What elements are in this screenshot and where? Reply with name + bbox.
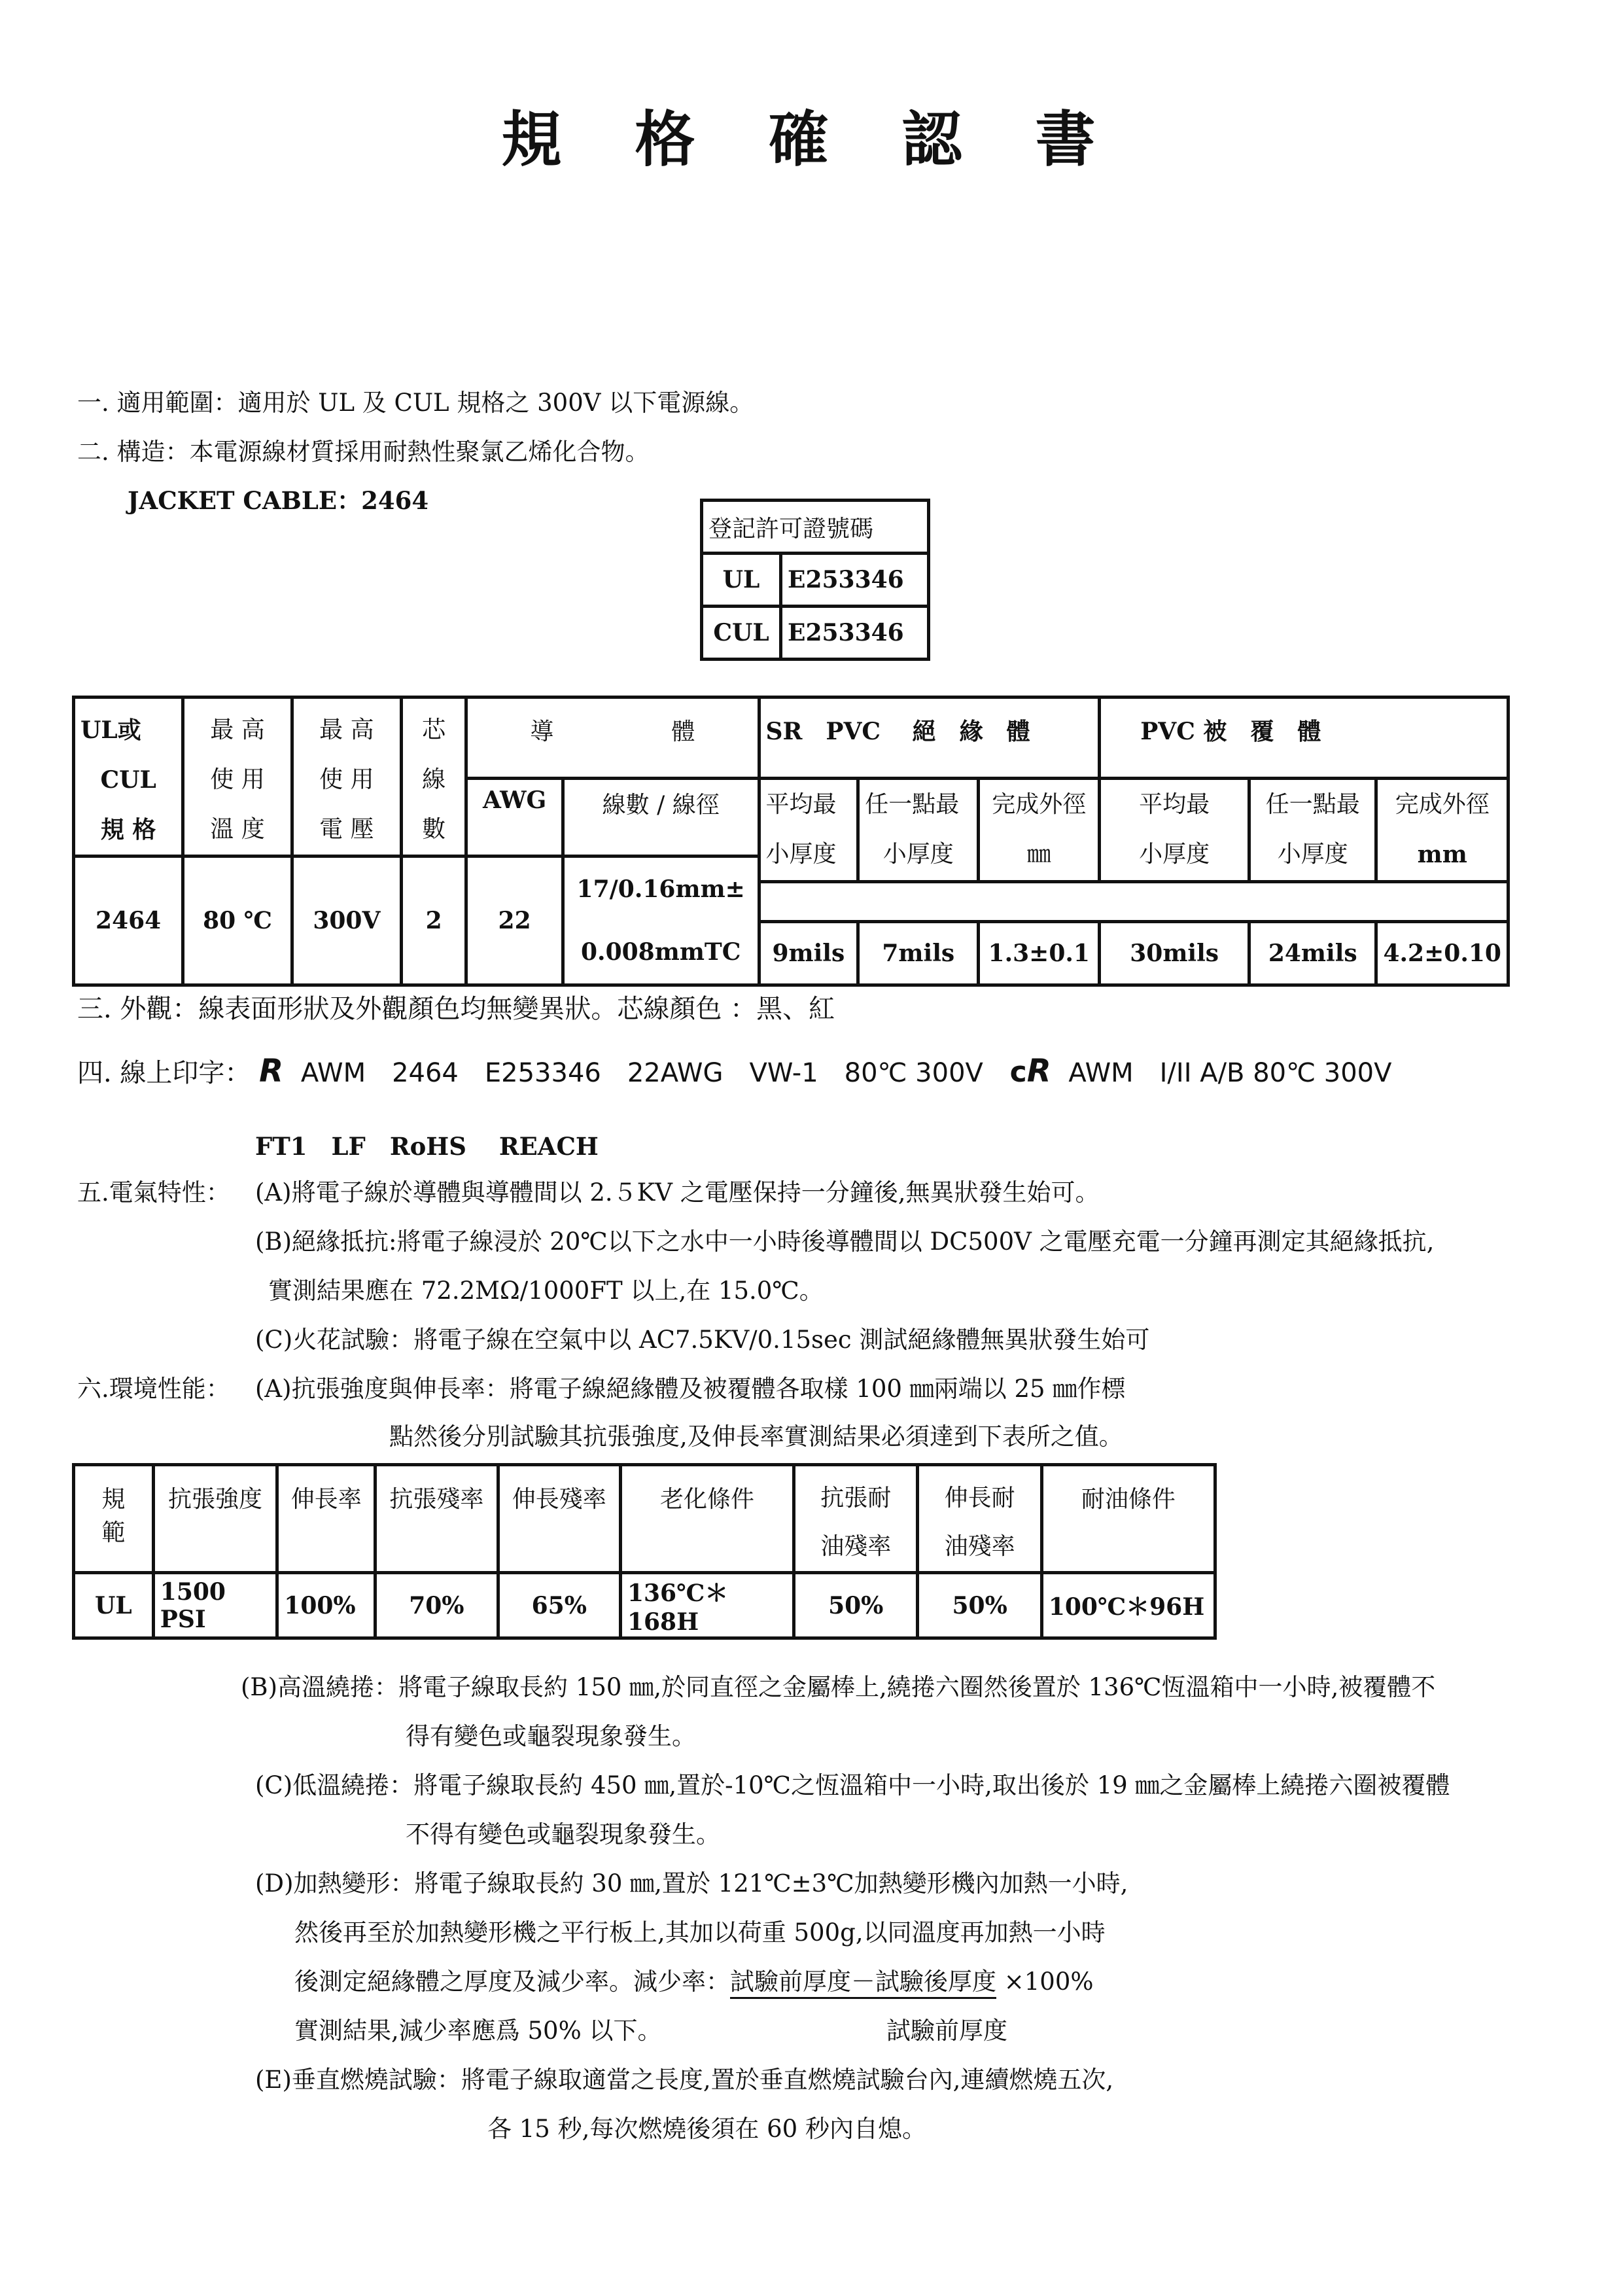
section-6-a2: 點然後分別試驗其抗張強度,及伸長率實測結果必須達到下表所之值。 bbox=[389, 1422, 1123, 1451]
v-strands-2: 0.008mmTC bbox=[581, 938, 741, 966]
section-6-e1: (E)垂直燃燒試驗：將電子線取適當之長度,置於垂直燃燒試驗台內,連續燃燒五次, bbox=[255, 2066, 1114, 2094]
v-jac-od: 4.2±0.10 bbox=[1376, 921, 1509, 985]
registration-std: CUL bbox=[702, 607, 781, 660]
h-volt-3: 電 壓 bbox=[319, 816, 374, 843]
h-ins-od-2: ㎜ bbox=[1027, 841, 1051, 868]
env-h-tensile-oil bbox=[794, 1465, 918, 1573]
h-jac-od-2: mm bbox=[1417, 841, 1467, 868]
v-ins-avg: 9mils bbox=[759, 921, 858, 985]
section-6-e2: 各 15 秒,每次燃燒後須在 60 秒內自熄。 bbox=[487, 2115, 926, 2143]
spec-table bbox=[72, 696, 1510, 987]
spacer bbox=[759, 881, 1508, 921]
h-jac-avg-2: 小厚度 bbox=[1139, 841, 1210, 868]
v-jac-avg: 30mils bbox=[1100, 921, 1249, 985]
env-h-std: 規 範 bbox=[74, 1465, 154, 1573]
print-line-3: FT1 LF RoHS REACH bbox=[255, 1132, 599, 1161]
formula-numerator: 試驗前厚度－試驗後厚度 bbox=[730, 1968, 996, 1999]
section-6-a1: (A)抗張強度與伸長率：將電子線絕緣體及被覆體各取樣 100 ㎜兩端以 25 ㎜作標 bbox=[255, 1375, 1126, 1403]
env-h-aging: 老化條件 bbox=[620, 1465, 794, 1573]
env-v-elong-ret: 65% bbox=[498, 1573, 620, 1638]
cul-recognized-logo-icon: R bbox=[1026, 1053, 1049, 1089]
env-v-aging: 136℃＊168H bbox=[620, 1573, 794, 1638]
h-std-3: 規 格 bbox=[100, 816, 156, 843]
env-v-elong: 100% bbox=[277, 1573, 375, 1638]
formula-multiplier: ×100% bbox=[1003, 1968, 1094, 1996]
registration-header: 登記許可證號碼 bbox=[702, 501, 929, 554]
h-ins-avg-1: 平均最 bbox=[765, 791, 837, 818]
env-h-elong-ret: 伸長殘率 bbox=[498, 1465, 620, 1573]
section-6-d3-text: 後測定絕緣體之厚度及減少率。減少率： bbox=[294, 1968, 730, 1996]
section-2-construction: 二. 構造：本電源線材質採用耐熱性聚氯乙烯化合物。 bbox=[77, 438, 650, 466]
env-h-elong-oil bbox=[918, 1465, 1041, 1573]
page-title: 規 格 確 認 書 bbox=[501, 104, 1122, 175]
section-6-d1: (D)加熱變形：將電子線取長約 30 ㎜,置於 121℃±3℃加熱變形機內加熱一小時, bbox=[255, 1869, 1128, 1898]
h-jac-avg-1: 平均最 bbox=[1139, 791, 1210, 818]
h-cores-2: 線 bbox=[422, 766, 446, 793]
h-cores-1: 芯 bbox=[422, 716, 446, 743]
print-line-2: AWM I/II A/B 80℃ 300V bbox=[1068, 1058, 1392, 1088]
section-5-b2: 實測結果應在 72.2MΩ/1000FT 以上,在 15.0℃。 bbox=[268, 1277, 824, 1305]
v-ins-od: 1.3±0.1 bbox=[979, 921, 1100, 985]
section-4-label: 四. 線上印字： bbox=[77, 1058, 251, 1088]
jacket-cable-line: JACKET CABLE：2464 bbox=[128, 486, 429, 515]
section-6-c1: (C)低溫繞捲：將電子線取長約 450 ㎜,置於-10℃之恆溫箱中一小時,取出後於 19 ㎜之金屬棒上繞捲六圈被覆體 bbox=[255, 1771, 1450, 1799]
section-6-d3 bbox=[294, 1962, 1094, 1997]
section-5-a: (A)將電子線於導體與導體間以 2.５KV 之電壓保持一分鐘後,無異狀發生始可。 bbox=[255, 1178, 1100, 1207]
v-strands-1: 17/0.16mm± bbox=[576, 875, 745, 903]
h-volt-2: 使 用 bbox=[319, 766, 374, 793]
h-jac-avg bbox=[1100, 779, 1249, 882]
section-3-appearance: 三. 外觀：線表面形狀及外觀顏色均無變異狀。芯線顏色 ：黑、紅 bbox=[77, 994, 835, 1024]
h-ins-point-1: 任一點最 bbox=[865, 791, 960, 818]
section-6-c2: 不得有變色或龜裂現象發生。 bbox=[406, 1820, 720, 1848]
env-v-std: UL bbox=[74, 1573, 154, 1638]
v-volt: 300V bbox=[292, 857, 401, 985]
env-v-tensile-oil: 50% bbox=[794, 1573, 918, 1638]
env-h-tensile-ret: 抗張殘率 bbox=[375, 1465, 498, 1573]
env-h-elong: 伸長率 bbox=[277, 1465, 375, 1573]
env-h-tensile-oil-2: 油殘率 bbox=[820, 1533, 892, 1560]
v-ins-point: 7mils bbox=[858, 921, 979, 985]
h-volt-1: 最 高 bbox=[319, 716, 374, 743]
env-h-oil-cond: 耐油條件 bbox=[1041, 1465, 1215, 1573]
section-6-d4: 實測結果,減少率應爲 50% 以下。 bbox=[294, 2017, 662, 2045]
h-jac-point-1: 任一點最 bbox=[1265, 791, 1360, 818]
section-6-d2: 然後再至於加熱變形機之平行板上,其加以荷重 500g,以同溫度再加熱一小時 bbox=[294, 1918, 1106, 1947]
h-jac-point-2: 小厚度 bbox=[1277, 841, 1348, 868]
section-5-c: (C)火花試驗：將電子線在空氣中以 AC7.5KV/0.15sec 測試絕緣體無異狀發生始可 bbox=[255, 1326, 1150, 1354]
env-h-elong-oil-2: 油殘率 bbox=[944, 1533, 1015, 1560]
env-v-tensile-ret: 70% bbox=[375, 1573, 498, 1638]
h-jac-od-1: 完成外徑 bbox=[1395, 791, 1490, 818]
h-std-1: UL或 bbox=[80, 716, 141, 744]
h-awg: AWG bbox=[466, 779, 563, 857]
print-line-1: AWM 2464 E253346 22AWG VW-1 80℃ 300V bbox=[300, 1058, 983, 1088]
env-v-tensile: 1500 PSI bbox=[153, 1573, 277, 1638]
section-4-printing bbox=[77, 1052, 1391, 1089]
h-ins-avg bbox=[759, 779, 858, 882]
v-std: 2464 bbox=[74, 857, 183, 985]
env-h-tensile-oil-1: 抗張耐 bbox=[820, 1485, 892, 1511]
h-temp-3: 溫 度 bbox=[210, 816, 265, 843]
registration-std: UL bbox=[702, 554, 781, 607]
registration-no: E253346 bbox=[781, 554, 929, 607]
h-std-2: CUL bbox=[100, 766, 156, 794]
h-strands: 線數 / 線徑 bbox=[563, 779, 759, 857]
env-v-oil-cond: 100℃＊96H bbox=[1041, 1573, 1215, 1638]
h-temp-2: 使 用 bbox=[210, 766, 265, 793]
h-ins-point bbox=[858, 779, 979, 882]
h-temp bbox=[183, 698, 292, 857]
formula-denominator: 試驗前厚度 bbox=[886, 2017, 1007, 2045]
section-1-scope: 一. 適用範圍：適用於 UL 及 CUL 規格之 300V 以下電源線。 bbox=[77, 389, 754, 417]
registration-no: E253346 bbox=[781, 607, 929, 660]
h-ins-avg-2: 小厚度 bbox=[765, 841, 837, 868]
h-cores bbox=[402, 698, 466, 857]
v-jac-point: 24mils bbox=[1249, 921, 1376, 985]
h-std bbox=[74, 698, 183, 857]
v-temp: 80 ℃ bbox=[183, 857, 292, 985]
h-volt bbox=[292, 698, 401, 857]
h-pvc-jacket: PVC 被 覆 體 bbox=[1100, 698, 1509, 779]
v-awg: 22 bbox=[466, 857, 563, 985]
h-jac-od bbox=[1376, 779, 1509, 882]
section-6-b2: 得有變色或龜裂現象發生。 bbox=[406, 1722, 696, 1750]
v-strands bbox=[563, 857, 759, 985]
h-ins-point-2: 小厚度 bbox=[882, 841, 954, 868]
h-sr-pvc: SR PVC 絕 緣 體 bbox=[759, 698, 1100, 779]
section-6-b1: (B)高溫繞捲：將電子線取長約 150 ㎜,於同直徑之金屬棒上,繞捲六圈然後置於 136℃恆溫箱中一小時,被覆體不 bbox=[241, 1673, 1436, 1701]
h-jac-point bbox=[1249, 779, 1376, 882]
registration-table bbox=[700, 499, 930, 661]
h-ins-od-1: 完成外徑 bbox=[992, 791, 1087, 818]
h-conductor: 導 體 bbox=[466, 698, 759, 779]
h-temp-1: 最 高 bbox=[210, 716, 265, 743]
env-table bbox=[72, 1463, 1217, 1640]
section-5-label: 五.電氣特性： bbox=[77, 1178, 230, 1207]
v-cores: 2 bbox=[402, 857, 466, 985]
env-h-elong-oil-1: 伸長耐 bbox=[944, 1485, 1015, 1511]
section-6-label: 六.環境性能： bbox=[77, 1375, 230, 1403]
h-cores-3: 數 bbox=[422, 816, 446, 843]
section-5-b1: (B)絕緣抵抗:將電子線浸於 20℃以下之水中一小時後導體間以 DC500V 之電壓充電一分鐘再測定其絕緣抵抗, bbox=[255, 1227, 1435, 1256]
env-h-tensile: 抗張強度 bbox=[153, 1465, 277, 1573]
ul-recognized-logo-icon: R bbox=[259, 1053, 281, 1089]
c-mark: c bbox=[1009, 1055, 1027, 1089]
h-ins-od bbox=[979, 779, 1100, 882]
env-v-elong-oil: 50% bbox=[918, 1573, 1041, 1638]
